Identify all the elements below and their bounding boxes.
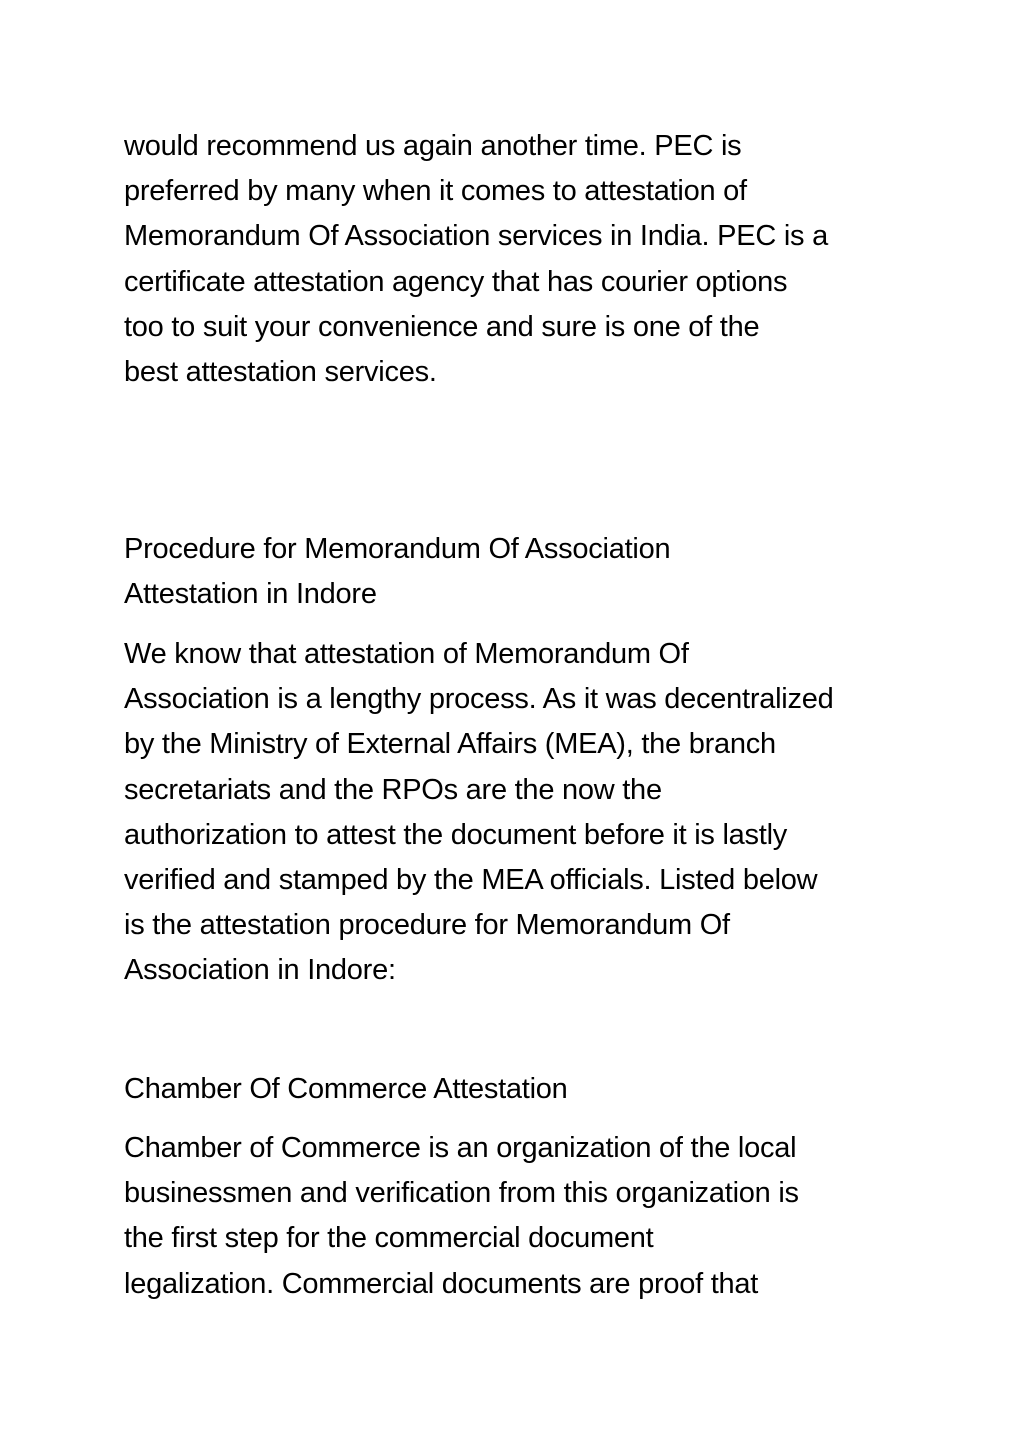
text-line: would recommend us again another time. PEC is [124, 130, 742, 162]
heading-line: Chamber Of Commerce Attestation [124, 1073, 568, 1105]
text-line: secretariats and the RPOs are the now the [124, 773, 662, 806]
text-line: Memorandum Of Association services in India. PEC is a [124, 220, 828, 253]
heading-line: Attestation in Indore [124, 578, 377, 611]
text-line: the first step for the commercial document [124, 1222, 654, 1255]
text-line: certificate attestation agency that has courier options [124, 265, 788, 298]
text-line: verified and stamped by the MEA officials. Listed below [124, 864, 818, 897]
text-line: is the attestation procedure for Memorandum Of [124, 909, 730, 942]
text-line: best attestation services. [124, 356, 437, 389]
text-line: legalization. Commercial documents are proof that [124, 1267, 759, 1300]
text-line: Association is a lengthy process. As it was decentralized [124, 683, 834, 716]
heading-line: Procedure for Memorandum Of Association [124, 533, 671, 565]
text-line: preferred by many when it comes to attestation of [124, 175, 747, 208]
procedure-heading [124, 527, 914, 617]
text-line: Association in Indore: [124, 954, 396, 987]
text-line: too to suit your convenience and sure is one of the [124, 310, 760, 343]
text-line: by the Ministry of External Affairs (MEA), the branch [124, 728, 776, 761]
text-line: authorization to attest the document before it is lastly [124, 818, 788, 851]
chamber-of-commerce-paragraph [124, 1126, 914, 1307]
intro-paragraph [124, 124, 914, 395]
text-line: businessmen and verification from this organization is [124, 1177, 799, 1210]
text-line: Chamber of Commerce is an organization of the local [124, 1132, 797, 1164]
text-line: We know that attestation of Memorandum Of [124, 638, 689, 670]
chamber-of-commerce-heading [124, 1067, 914, 1112]
procedure-paragraph [124, 632, 914, 994]
